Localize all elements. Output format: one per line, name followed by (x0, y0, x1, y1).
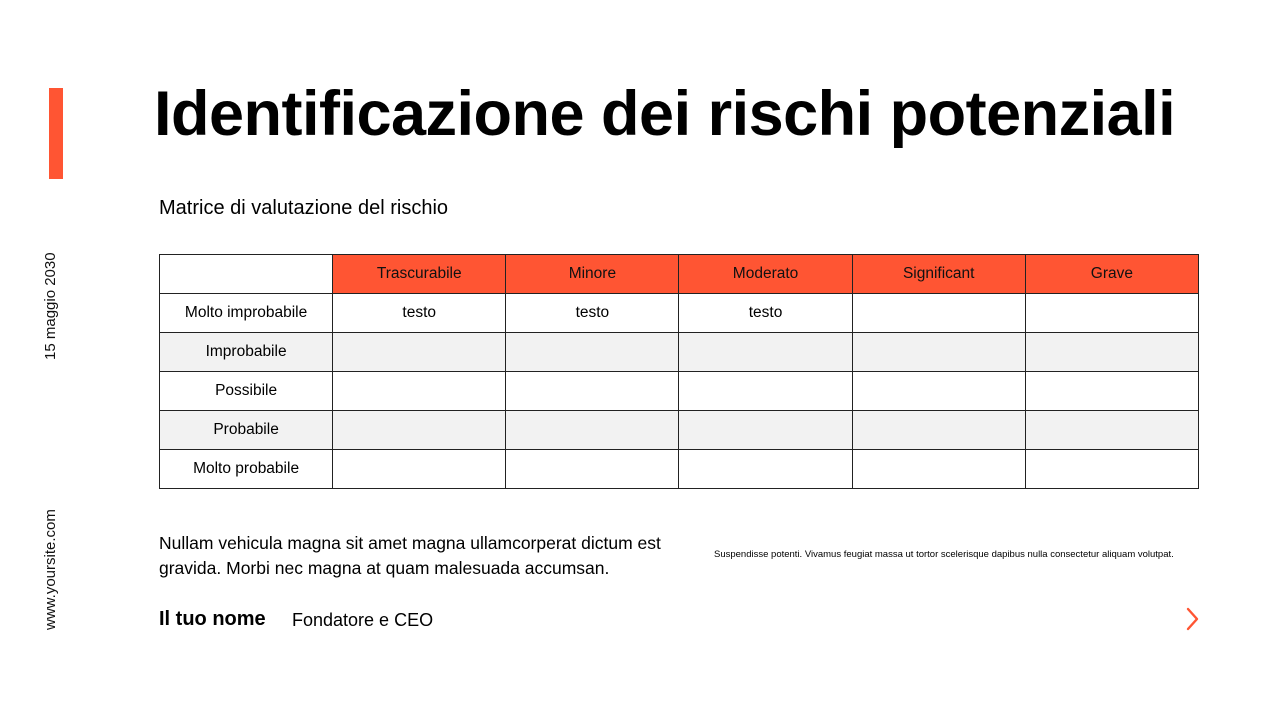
matrix-corner-cell (160, 255, 333, 294)
column-header: Grave (1025, 255, 1198, 294)
table-cell (1025, 294, 1198, 333)
column-header: Minore (506, 255, 679, 294)
chevron-right-icon[interactable] (1180, 606, 1206, 632)
table-row (160, 294, 1199, 333)
table-cell (852, 294, 1025, 333)
table-cell (1025, 411, 1198, 450)
table-cell (333, 333, 506, 372)
presenter-name: Il tuo nome (159, 608, 266, 630)
footnote-text: Suspendisse potenti. Vivamus feugiat massa ut tortor scelerisque dapibus nulla consectetur aliquam volutpat. (714, 549, 1174, 560)
date-label: 15 maggio 2030 (42, 252, 59, 360)
matrix-header-row (160, 255, 1199, 294)
table-cell (852, 411, 1025, 450)
matrix-subtitle: Matrice di valutazione del rischio (159, 197, 449, 219)
table-cell (506, 372, 679, 411)
table-cell (333, 372, 506, 411)
table-row (160, 372, 1199, 411)
page-title: Identificazione dei rischi potenziali (154, 79, 1176, 149)
column-header: Moderato (679, 255, 852, 294)
table-row (160, 333, 1199, 372)
table-cell (506, 333, 679, 372)
row-label: Molto probabile (160, 450, 333, 489)
table-cell: testo (333, 294, 506, 333)
table-cell (852, 450, 1025, 489)
table-cell (333, 450, 506, 489)
table-cell (506, 411, 679, 450)
table-cell (679, 372, 852, 411)
website-label: www.yoursite.com (42, 509, 59, 630)
table-cell (679, 450, 852, 489)
table-cell (1025, 450, 1198, 489)
table-cell (333, 411, 506, 450)
table-cell (679, 411, 852, 450)
row-label: Improbabile (160, 333, 333, 372)
risk-matrix-table (159, 254, 1199, 489)
accent-bar (49, 88, 63, 179)
table-cell (506, 450, 679, 489)
table-cell: testo (679, 294, 852, 333)
table-cell (1025, 372, 1198, 411)
row-label: Molto improbabile (160, 294, 333, 333)
table-cell (679, 333, 852, 372)
row-label: Possibile (160, 372, 333, 411)
row-label: Probabile (160, 411, 333, 450)
body-paragraph: Nullam vehicula magna sit amet magna ullamcorperat dictum est gravida. Morbi nec magna at quam malesuada accumsan. (159, 533, 661, 578)
table-row (160, 450, 1199, 489)
table-row (160, 411, 1199, 450)
table-cell (1025, 333, 1198, 372)
table-cell (852, 333, 1025, 372)
column-header: Trascurabile (333, 255, 506, 294)
table-cell (852, 372, 1025, 411)
column-header: Significant (852, 255, 1025, 294)
table-cell: testo (506, 294, 679, 333)
presenter-role: Fondatore e CEO (292, 610, 434, 630)
